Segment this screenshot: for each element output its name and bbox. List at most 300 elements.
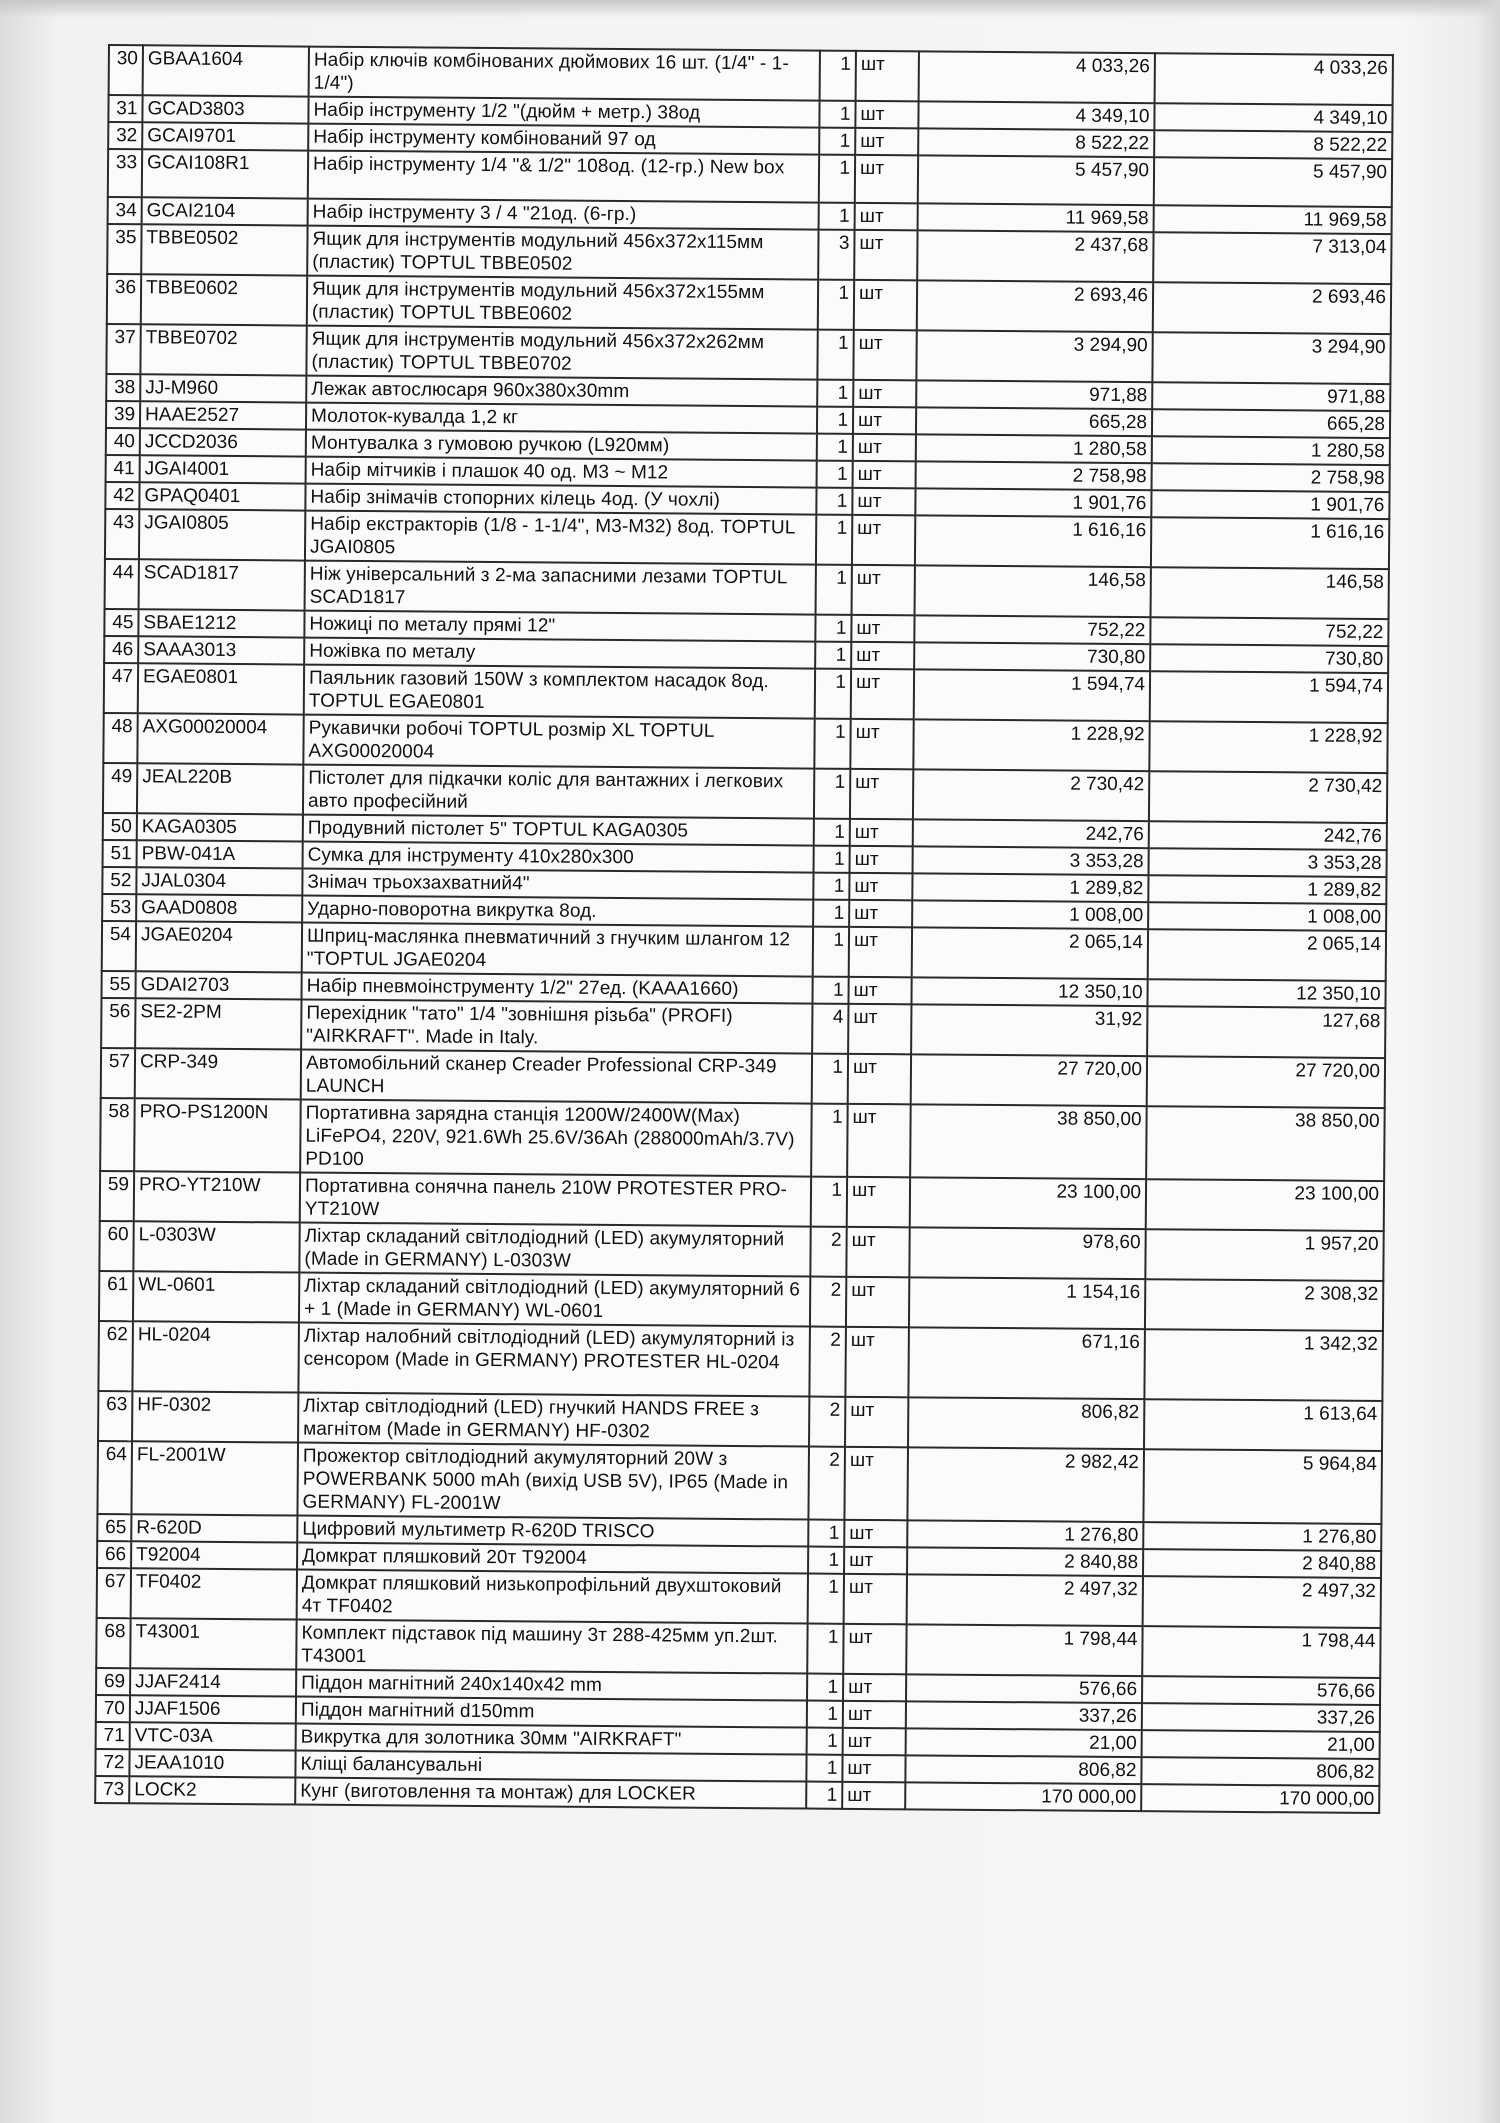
row-number: 69	[96, 1668, 130, 1695]
item-unit: шт	[844, 1520, 907, 1547]
item-price: 3 353,28	[913, 846, 1149, 875]
item-code: JCCD2036	[140, 428, 306, 456]
item-price: 752,22	[914, 615, 1150, 644]
item-total: 730,80	[1150, 644, 1388, 673]
row-number: 37	[106, 324, 140, 374]
row-number: 68	[96, 1618, 130, 1668]
item-quantity: 2	[809, 1397, 845, 1447]
item-name: Продувний пістолет 5" TOPTUL KAGA0305	[303, 815, 814, 846]
item-total: 2 497,32	[1143, 1576, 1381, 1628]
item-quantity: 1	[815, 615, 851, 642]
item-name: Викрутка для золотника 30мм "AIRKRAFT"	[296, 1724, 807, 1755]
item-price: 1 276,80	[907, 1520, 1143, 1549]
item-total: 5 457,90	[1154, 157, 1392, 207]
item-name: Знімач трьохзахватний4"	[302, 869, 813, 900]
scan-top-edge	[0, 0, 1500, 18]
row-number: 67	[97, 1568, 131, 1618]
item-quantity: 2	[809, 1327, 846, 1397]
item-price: 21,00	[906, 1728, 1142, 1757]
item-price: 806,82	[905, 1755, 1141, 1784]
item-name: Ящик для інструментів модульний 456x372x115мм (пластик) TOPTUL TBBE0502	[307, 226, 818, 280]
item-code: LOCK2	[129, 1776, 295, 1804]
row-number: 44	[105, 559, 139, 609]
item-total: 1 289,82	[1148, 875, 1386, 904]
item-quantity: 1	[808, 1520, 844, 1547]
item-code: HF-0302	[132, 1391, 298, 1442]
item-unit: шт	[853, 380, 916, 407]
item-total: 2 730,42	[1149, 771, 1387, 823]
item-name: Ліхтар світлодіодний (LED) гнучкий HANDS FREE з магнітом (Made in GERMANY) HF-0302	[298, 1393, 809, 1447]
item-total: 2 065,14	[1148, 929, 1386, 981]
item-price: 1 008,00	[912, 900, 1148, 929]
item-name: Набір інструменту 1/4 "& 1/2" 108од. (12-гр.) New box	[308, 151, 819, 203]
row-number: 72	[95, 1749, 129, 1776]
item-total: 806,82	[1141, 1757, 1379, 1786]
item-code: PRO-PS1200N	[134, 1098, 301, 1172]
item-unit: шт	[855, 203, 918, 230]
item-price: 2 497,32	[907, 1574, 1143, 1626]
item-quantity: 1	[814, 719, 850, 769]
item-unit: шт	[856, 51, 919, 101]
row-number: 55	[102, 971, 136, 998]
item-total: 2 840,88	[1143, 1549, 1381, 1578]
item-quantity: 1	[807, 1674, 843, 1701]
item-code: TBBE0502	[141, 224, 307, 275]
item-price: 1 798,44	[906, 1624, 1142, 1676]
item-code: JJAF1506	[130, 1695, 296, 1723]
item-total: 1 342,32	[1144, 1329, 1383, 1401]
item-quantity: 1	[812, 977, 848, 1004]
item-price: 1 228,92	[913, 719, 1149, 771]
item-unit: шт	[845, 1327, 909, 1397]
item-code: GAAD0808	[136, 894, 302, 922]
item-quantity: 1	[817, 434, 853, 461]
item-price: 146,58	[915, 565, 1151, 617]
item-total: 1 594,74	[1150, 671, 1388, 723]
item-code: HL-0204	[132, 1321, 299, 1392]
item-code: JGAI0805	[139, 509, 305, 560]
item-quantity: 1	[816, 488, 852, 515]
item-price: 2 730,42	[913, 769, 1149, 821]
item-price: 23 100,00	[910, 1177, 1146, 1229]
item-unit: шт	[853, 330, 916, 380]
item-name: Ножівка по металу	[304, 638, 815, 669]
item-total: 12 350,10	[1147, 979, 1385, 1008]
item-unit: шт	[845, 1397, 908, 1447]
row-number: 47	[104, 663, 138, 713]
item-name: Автомобільний сканер Creader Professional CRP-349 LAUNCH	[301, 1050, 812, 1104]
item-name: Ліхтар складаний світлодіодний (LED) акумуляторний (Made in GERMANY) L-0303W	[299, 1223, 810, 1277]
item-quantity: 1	[808, 1574, 844, 1624]
item-quantity: 1	[808, 1547, 844, 1574]
item-name: Набір інструменту комбінований 97 од	[308, 124, 819, 155]
item-code: T92004	[131, 1541, 297, 1569]
item-unit: шт	[852, 488, 915, 515]
item-price: 2 840,88	[907, 1547, 1143, 1576]
item-unit: шт	[850, 819, 913, 846]
item-code: L-0303W	[133, 1221, 299, 1272]
item-code: SCAD1817	[139, 559, 305, 610]
row-number: 32	[108, 122, 142, 149]
item-code: TBBE0602	[141, 274, 307, 325]
item-unit: шт	[847, 1104, 911, 1177]
row-number: 70	[96, 1695, 130, 1722]
item-code: JJAL0304	[136, 867, 302, 895]
item-name: Ударно-поворотна викрутка 8од.	[302, 896, 813, 927]
item-unit: шт	[852, 515, 915, 565]
item-unit: шт	[853, 461, 916, 488]
item-total: 1 228,92	[1149, 721, 1387, 773]
item-unit: шт	[843, 1701, 906, 1728]
item-total: 1 616,16	[1151, 517, 1389, 569]
item-name: Домкрат пляшковий 20т T92004	[297, 1543, 808, 1574]
item-total: 2 308,32	[1145, 1279, 1383, 1331]
item-name: Кунг (виготовлення та монтаж) для LOCKER	[295, 1778, 806, 1809]
item-unit: шт	[848, 1054, 911, 1104]
row-number: 46	[104, 636, 138, 663]
item-total: 27 720,00	[1147, 1056, 1385, 1108]
item-quantity: 1	[814, 819, 850, 846]
item-total: 170 000,00	[1141, 1784, 1379, 1813]
item-unit: шт	[853, 407, 916, 434]
item-unit: шт	[850, 769, 913, 819]
item-code: GCAI9701	[142, 122, 308, 150]
row-number: 41	[106, 455, 140, 482]
row-number: 53	[102, 894, 136, 921]
item-name: Набір екстракторів (1/8 - 1-1/4", M3-M32) 8од. TOPTUL JGAI0805	[305, 511, 816, 565]
item-total: 23 100,00	[1146, 1179, 1384, 1231]
item-unit: шт	[843, 1674, 906, 1701]
item-unit: шт	[844, 1574, 907, 1624]
item-quantity: 1	[815, 669, 851, 719]
item-total: 1 957,20	[1145, 1229, 1383, 1281]
item-price: 12 350,10	[911, 977, 1147, 1006]
item-unit: шт	[848, 1004, 911, 1054]
item-total: 971,88	[1152, 382, 1390, 411]
item-total: 2 693,46	[1153, 282, 1391, 334]
row-number: 65	[97, 1514, 131, 1541]
item-total: 2 758,98	[1152, 463, 1390, 492]
row-number: 71	[96, 1722, 130, 1749]
item-unit: шт	[852, 565, 915, 615]
item-code: SE2-2PM	[135, 998, 301, 1049]
item-total: 3 294,90	[1152, 332, 1390, 384]
item-name: Ліхтар складаний світлодіодний (LED) акумуляторний 6 + 1 (Made in GERMANY) WL-0601	[299, 1273, 810, 1327]
item-code: GCAI108R1	[142, 149, 308, 198]
item-quantity: 2	[810, 1227, 846, 1277]
item-name: Портативна сонячна панель 210W PROTESTER PRO-YT210W	[300, 1173, 811, 1227]
item-price: 2 758,98	[916, 461, 1152, 490]
item-price: 978,60	[909, 1227, 1145, 1279]
item-quantity: 1	[807, 1728, 843, 1755]
item-total: 1 798,44	[1142, 1626, 1380, 1678]
item-quantity: 1	[812, 1054, 848, 1104]
item-total: 38 850,00	[1146, 1106, 1385, 1181]
item-unit: шт	[842, 1782, 905, 1809]
item-code: WL-0601	[133, 1271, 299, 1322]
item-code: GCAD3803	[142, 95, 308, 123]
item-price: 8 522,22	[918, 128, 1154, 157]
item-price: 2 065,14	[912, 927, 1148, 979]
item-name: Перехідник "тато" 1/4 "зовнішня різьба" (PROFI) "AIRKRAFT". Made in Italy.	[301, 1000, 812, 1054]
item-quantity: 1	[816, 515, 852, 565]
item-name: Піддон магнітний 240x140x42 mm	[296, 1670, 807, 1701]
scan-right-shadow	[1478, 0, 1500, 2123]
item-code: GDAI2703	[136, 971, 302, 999]
item-code: JJ-M960	[140, 374, 306, 402]
item-quantity: 1	[813, 873, 849, 900]
item-code: PBW-041A	[137, 840, 303, 868]
item-quantity: 2	[808, 1447, 845, 1520]
row-number: 48	[103, 713, 137, 763]
item-total: 752,22	[1150, 617, 1388, 646]
item-quantity: 1	[806, 1782, 842, 1809]
item-name: Комплект підставок під машину 3т 288-425мм уп.2шт. T43001	[296, 1620, 807, 1674]
item-quantity: 1	[819, 203, 855, 230]
item-price: 38 850,00	[910, 1104, 1147, 1179]
item-quantity: 1	[815, 642, 851, 669]
item-price: 170 000,00	[905, 1782, 1141, 1811]
item-name: Лежак автослюсаря 960x380x30mm	[306, 376, 817, 407]
row-number: 64	[97, 1441, 132, 1514]
item-name: Прожектор світлодіодний акумуляторний 20W з POWERBANK 5000 mAh (вихід USB 5V), IP65 (Made in GERMANY) FL-2001W	[297, 1443, 809, 1520]
item-price: 27 720,00	[911, 1054, 1147, 1106]
item-code: KAGA0305	[137, 813, 303, 841]
item-unit: шт	[854, 280, 917, 330]
item-quantity: 1	[811, 1104, 848, 1177]
item-code: GCAI2104	[142, 197, 308, 225]
item-code: JJAF2414	[130, 1668, 296, 1696]
item-price: 1 616,16	[915, 515, 1151, 567]
item-code: CRP-349	[135, 1048, 301, 1099]
item-code: TF0402	[131, 1568, 297, 1619]
item-price: 2 437,68	[917, 230, 1153, 282]
item-unit: шт	[849, 900, 912, 927]
item-price: 2 693,46	[917, 280, 1153, 332]
item-code: R-620D	[131, 1514, 297, 1542]
item-name: Кліщі балансувальні	[295, 1751, 806, 1782]
item-unit: шт	[851, 642, 914, 669]
item-total: 1 901,76	[1151, 490, 1389, 519]
item-name: Портативна зарядна станція 1200W/2400W(Max) LiFePO4, 220V, 921.6Wh 25.6V/36Ah (288000mAh/3.7V) PD100	[300, 1100, 812, 1177]
row-number: 61	[99, 1271, 133, 1321]
row-number: 42	[105, 482, 139, 509]
item-code: JGAI4001	[140, 455, 306, 483]
item-code: HAAE2527	[140, 401, 306, 429]
item-quantity: 1	[813, 927, 849, 977]
item-price: 4 033,26	[919, 51, 1155, 103]
item-name: Ліхтар налобний світлодіодний (LED) акумуляторний із сенсором (Made in GERMANY) PROTESTER HL-0204	[298, 1323, 810, 1397]
item-quantity: 2	[810, 1277, 846, 1327]
item-quantity: 1	[814, 846, 850, 873]
item-total: 665,28	[1152, 409, 1390, 438]
item-price: 971,88	[916, 380, 1152, 409]
row-number: 58	[100, 1098, 135, 1171]
item-quantity: 1	[806, 1755, 842, 1782]
item-unit: шт	[844, 1547, 907, 1574]
item-total: 146,58	[1151, 567, 1389, 619]
row-number: 40	[106, 428, 140, 455]
item-unit: шт	[849, 873, 912, 900]
item-unit: шт	[847, 1177, 910, 1227]
row-number: 36	[107, 274, 141, 324]
item-name: Паяльник газовий 150W з комплектом насадок 8од. TOPTUL EGAE0801	[304, 665, 815, 719]
item-code: SAAA3013	[138, 636, 304, 664]
row-number: 34	[108, 197, 142, 224]
item-code: JGAE0204	[136, 921, 302, 972]
item-total: 1 008,00	[1148, 902, 1386, 931]
row-number: 31	[108, 95, 142, 122]
item-quantity: 1	[818, 280, 854, 330]
item-unit: шт	[846, 1277, 909, 1327]
item-quantity: 1	[817, 461, 853, 488]
table-row	[98, 1321, 1383, 1401]
item-price: 671,16	[908, 1327, 1145, 1399]
table-row	[97, 1441, 1382, 1524]
row-number: 49	[103, 763, 137, 813]
item-code: FL-2001W	[131, 1441, 298, 1515]
item-total: 11 969,58	[1154, 205, 1392, 234]
item-unit: шт	[850, 846, 913, 873]
item-name: Сумка для інструменту 410x280x300	[303, 842, 814, 873]
item-total: 7 313,04	[1153, 232, 1391, 284]
item-price: 1 901,76	[915, 488, 1151, 517]
invoice-rows	[95, 45, 1393, 1813]
row-number: 73	[95, 1776, 129, 1803]
item-name: Набір інструменту 1/2 "(дюйм + метр.) 38од	[308, 97, 819, 128]
item-code: GBAA1604	[143, 45, 309, 96]
item-price: 4 349,10	[918, 101, 1154, 130]
table-row	[100, 1098, 1385, 1181]
item-quantity: 1	[817, 407, 853, 434]
item-unit: шт	[849, 927, 912, 977]
item-code: SBAE1212	[138, 609, 304, 637]
item-price: 1 289,82	[912, 873, 1148, 902]
item-name: Ніж універсальний з 2-ма запасними лезами TOPTUL SCAD1817	[305, 561, 816, 615]
item-name: Набір ключів комбінованих дюймових 16 шт. (1/4" - 1-1/4")	[309, 47, 820, 101]
row-number: 30	[109, 45, 143, 95]
item-name: Рукавички робочі TOPTUL розмір XL TOPTUL AXG00020004	[303, 715, 814, 769]
item-name: Домкрат пляшковий низькопрофільний двухштоковий 4т TF0402	[297, 1570, 808, 1624]
item-quantity: 1	[819, 155, 855, 203]
item-code: AXG00020004	[137, 713, 303, 764]
item-price: 1 154,16	[909, 1277, 1145, 1329]
item-total: 127,68	[1147, 1006, 1385, 1058]
item-code: PRO-YT210W	[134, 1171, 300, 1222]
item-unit: шт	[850, 719, 913, 769]
item-quantity: 1	[816, 565, 852, 615]
item-quantity: 1	[819, 128, 855, 155]
item-price: 1 594,74	[914, 669, 1150, 721]
item-name: Ящик для інструментів модульний 456x372x262мм (пластик) TOPTUL TBBE0702	[306, 326, 817, 380]
item-price: 5 457,90	[918, 155, 1154, 205]
item-name: Шприц-маслянка пневматичний з гнучким шлангом 12 "TOPTUL JGAE0204	[302, 923, 813, 977]
item-unit: шт	[853, 434, 916, 461]
item-total: 4 349,10	[1154, 103, 1392, 132]
item-unit: шт	[843, 1624, 906, 1674]
item-quantity: 3	[818, 230, 854, 280]
item-quantity: 1	[807, 1701, 843, 1728]
item-total: 21,00	[1142, 1730, 1380, 1759]
item-name: Набір знімачів стопорних кілець 4од. (У чохлі)	[305, 484, 816, 515]
row-number: 51	[103, 840, 137, 867]
row-number: 62	[98, 1321, 133, 1391]
item-price: 576,66	[906, 1674, 1142, 1703]
item-name: Пістолет для підкачки коліс для вантажних і легкових авто професійний	[303, 765, 814, 819]
item-price: 2 982,42	[907, 1447, 1144, 1522]
item-name: Монтувалка з гумовою ручкою (L920мм)	[306, 430, 817, 461]
item-unit: шт	[843, 1728, 906, 1755]
item-name: Цифровий мультиметр R-620D TRISCO	[297, 1516, 808, 1547]
item-name: Набір пневмоінструменту 1/2" 27ед. (KAAA1660)	[302, 973, 813, 1004]
row-number: 33	[108, 149, 142, 197]
item-unit: шт	[855, 101, 918, 128]
item-quantity: 1	[814, 769, 850, 819]
row-number: 39	[106, 401, 140, 428]
item-unit: шт	[846, 1227, 909, 1277]
item-quantity: 1	[817, 330, 853, 380]
item-total: 576,66	[1142, 1676, 1380, 1705]
item-total: 1 613,64	[1144, 1399, 1382, 1451]
row-number: 56	[101, 998, 135, 1048]
item-unit: шт	[848, 977, 911, 1004]
item-total: 337,26	[1142, 1703, 1380, 1732]
item-quantity: 4	[812, 1004, 848, 1054]
item-quantity: 1	[819, 101, 855, 128]
item-quantity: 1	[817, 380, 853, 407]
item-unit: шт	[851, 669, 914, 719]
row-number: 60	[99, 1221, 133, 1271]
item-code: EGAE0801	[138, 663, 304, 714]
item-name: Набір мітчиків і плашок 40 од. M3 ~ M12	[306, 457, 817, 488]
item-price: 665,28	[916, 407, 1152, 436]
item-total: 8 522,22	[1154, 130, 1392, 159]
item-name: Піддон магнітний d150mm	[296, 1697, 807, 1728]
item-quantity: 1	[807, 1624, 843, 1674]
item-price: 730,80	[914, 642, 1150, 671]
item-total: 5 964,84	[1143, 1449, 1382, 1524]
row-number: 45	[104, 609, 138, 636]
item-code: T43001	[130, 1618, 296, 1669]
row-number: 59	[100, 1171, 134, 1221]
item-code: JEAL220B	[137, 763, 303, 814]
item-unit: шт	[844, 1447, 908, 1520]
item-name: Ящик для інструментів модульний 456x372x155мм (пластик) TOPTUL TBBE0602	[307, 276, 818, 330]
item-total: 1 276,80	[1143, 1522, 1381, 1551]
row-number: 35	[107, 224, 141, 274]
item-code: TBBE0702	[140, 324, 306, 375]
item-unit: шт	[842, 1755, 905, 1782]
item-code: JEAA1010	[129, 1749, 295, 1777]
item-quantity: 1	[813, 900, 849, 927]
item-price: 31,92	[911, 1004, 1147, 1056]
item-price: 11 969,58	[918, 203, 1154, 232]
item-total: 3 353,28	[1149, 848, 1387, 877]
row-number: 38	[106, 374, 140, 401]
row-number: 52	[102, 867, 136, 894]
row-number: 63	[98, 1391, 132, 1441]
item-code: VTC-03A	[130, 1722, 296, 1750]
row-number: 43	[105, 509, 139, 559]
item-price: 806,82	[908, 1397, 1144, 1449]
row-number: 66	[97, 1541, 131, 1568]
item-price: 3 294,90	[916, 330, 1152, 382]
item-price: 337,26	[906, 1701, 1142, 1730]
item-price: 1 280,58	[916, 434, 1152, 463]
item-quantity: 1	[811, 1177, 847, 1227]
item-price: 242,76	[913, 819, 1149, 848]
row-number: 54	[102, 921, 136, 971]
